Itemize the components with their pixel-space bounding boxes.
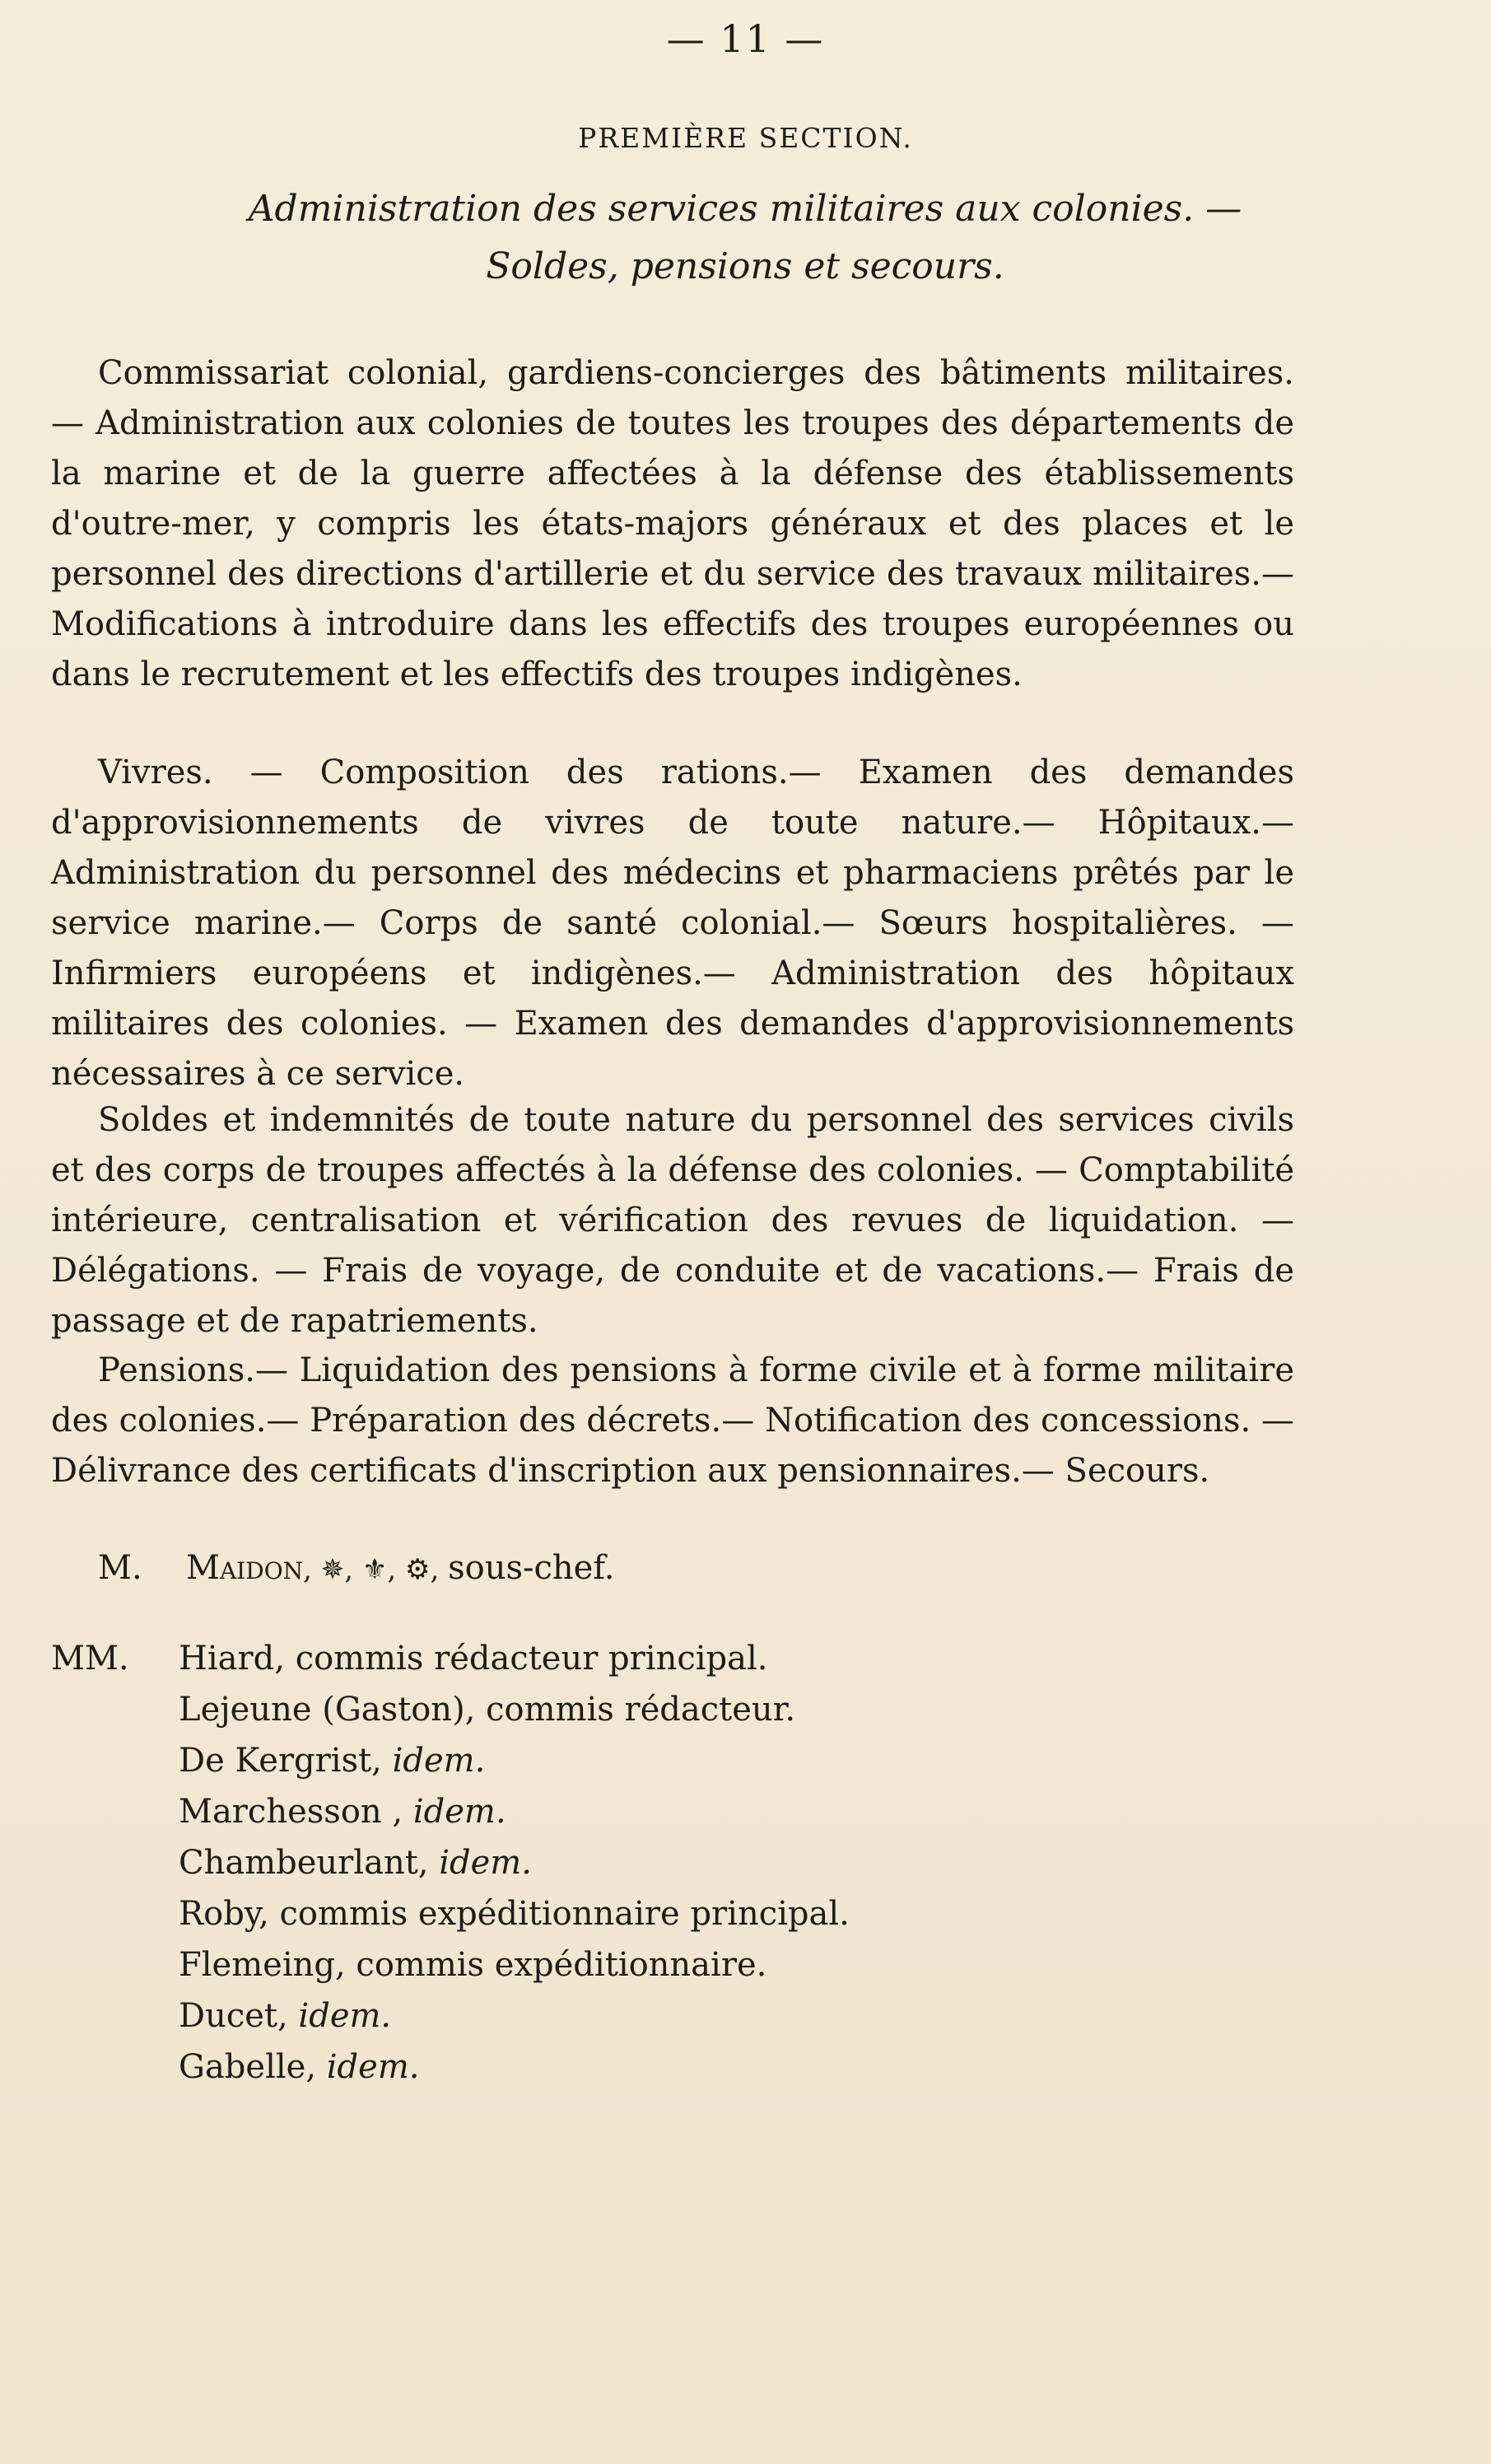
staff-entry: [179, 1888, 1204, 1939]
staff-name: De Kergrist,: [179, 1742, 393, 1780]
staff-name: Gabelle,: [179, 2048, 327, 2086]
staff-role: idem.: [412, 1793, 506, 1831]
paragraph-pensions: Pensions.— Liquidation des pensions à forme civile et à forme militaire des colonies.— Préparation des décrets.— Notification des concessions. — Délivrance des certificats d'inscription aux pensionnaires.— Secours.: [51, 1351, 1294, 1490]
staff-entry: [179, 1939, 1204, 1990]
staff-role: commis expéditionnaire.: [356, 1946, 767, 1984]
staff-list: [51, 1633, 1204, 2093]
section-title-line-2: Soldes, pensions et secours.: [486, 245, 1004, 287]
staff-role: idem.: [392, 1742, 486, 1780]
page-number: — 11 —: [666, 16, 825, 61]
staff-role: idem.: [326, 2048, 420, 2086]
paragraph-soldes: Soldes et indemnités de toute nature du personnel des services civils et des corps de troupes affectés à la défense des colonies. — Comptabilité intérieure, centralisation et vérification des revues de liquidation. — Délégations. — Frais de voyage, de conduite et de vacations.— Frais de passage et de rapatriements.: [51, 1101, 1294, 1340]
staff-role: commis rédacteur principal.: [295, 1640, 768, 1678]
staff-entry: [179, 1837, 1204, 1888]
staff-name: Hiard,: [179, 1640, 296, 1678]
staff-name: Roby,: [179, 1895, 280, 1933]
chief-entry: [51, 1542, 1204, 1595]
staff-name: Ducet,: [179, 1997, 299, 2035]
chief-prefix: M.: [98, 1549, 142, 1587]
staff-role: idem.: [298, 1997, 392, 2035]
staff-prefix: MM.: [51, 1640, 129, 1678]
chief-name: Maidon: [186, 1549, 304, 1587]
staff-entry: [179, 1786, 1204, 1837]
decoration-icons: , ✵, ⚜, ⚙,: [303, 1553, 449, 1586]
section-title-line-1: Administration des services militaires aux colonies. —: [248, 188, 1242, 230]
paragraph-vivres: Vivres. — Composition des rations.— Examen des demandes d'approvisionnements de vivres de toute nature.— Hôpitaux.— Administration du personnel des médecins et pharmaciens prêtés par le service marine.— Corps de santé colonial.— Sœurs hospitalières. — Infirmiers européens et indigènes.— Administration des hôpitaux militaires des colonies. — Examen des demandes d'approvisionnements nécessaires à ce service.: [51, 754, 1294, 1093]
paragraph-commissariat: Commissariat colonial, gardiens-concierges des bâtiments militaires. — Administration aux colonies de toutes les troupes des départements de la marine et de la guerre affectées à la défense des établissements d'outre-mer, y compris les états-majors généraux et des places et le personnel des directions d'artillerie et du service des travaux militaires.— Modifications à introduire dans les effectifs des troupes européennes ou dans le recrutement et les effectifs des troupes indigènes.: [51, 354, 1294, 693]
section-heading: PREMIÈRE SECTION.: [578, 122, 913, 154]
staff-entries: [51, 1633, 1204, 2093]
staff-name: Chambeurlant,: [179, 1844, 440, 1882]
staff-role: idem.: [439, 1844, 532, 1882]
staff-entry: [179, 1684, 1204, 1735]
staff-entry: [179, 1990, 1204, 2042]
staff-entry: [179, 1633, 1204, 1684]
staff-entry: [179, 1735, 1204, 1786]
staff-name: Marchesson ,: [179, 1793, 413, 1831]
staff-name: Flemeing,: [179, 1946, 356, 1984]
staff-role: commis rédacteur.: [486, 1691, 796, 1729]
chief-role: sous-chef.: [448, 1549, 615, 1587]
staff-entry: [179, 2042, 1204, 2093]
staff-name: Lejeune (Gaston),: [179, 1691, 487, 1729]
staff-role: commis expéditionnaire principal.: [279, 1895, 850, 1933]
